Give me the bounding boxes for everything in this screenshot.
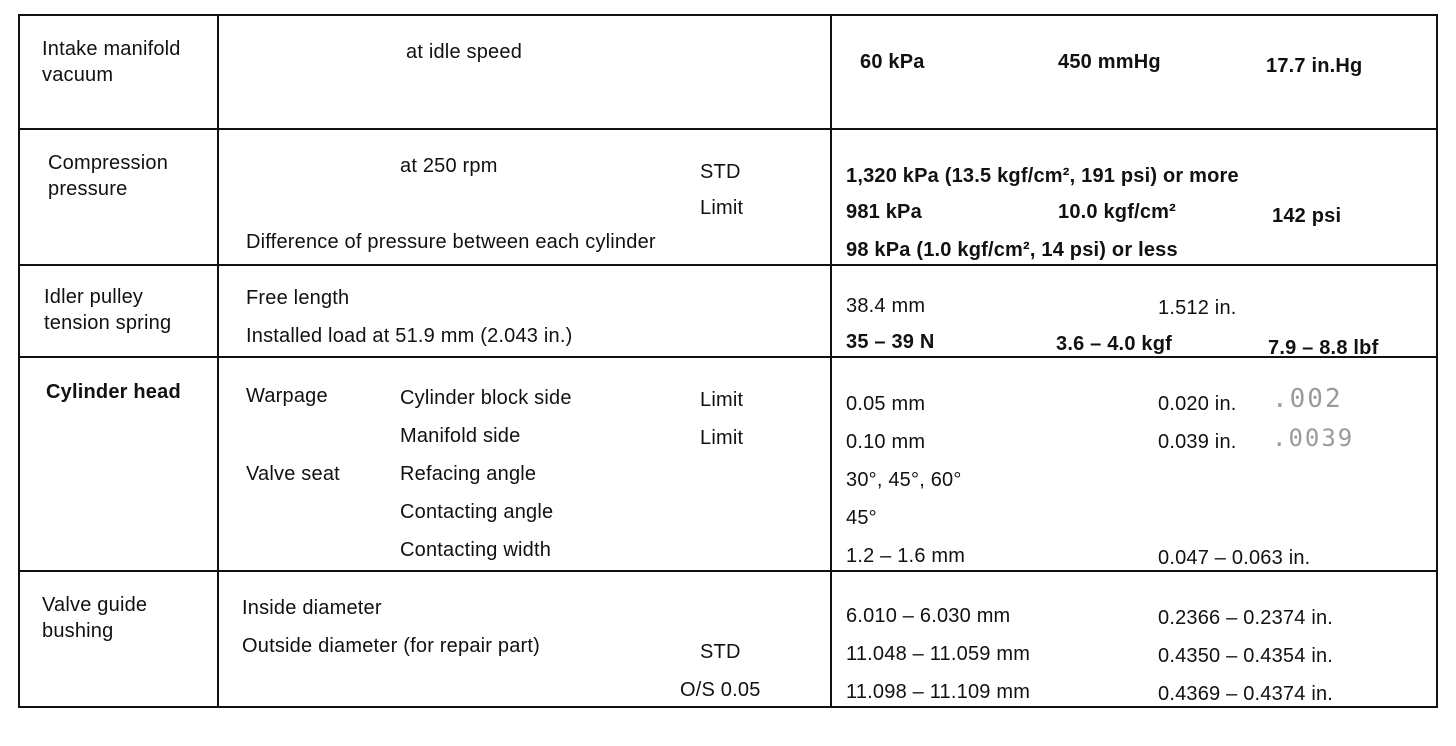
handwritten-note-manifold: .0039: [1272, 424, 1355, 452]
head-refacing-angle-value: 30°, 45°, 60°: [846, 469, 962, 491]
head-contacting-width-mm: 1.2 – 1.6 mm: [846, 545, 966, 567]
guide-oversize-label: O/S 0.05: [680, 679, 761, 701]
guide-std-in: 0.4350 – 0.4354 in.: [1158, 645, 1334, 667]
item-intake-manifold-vacuum: Intake manifold vacuum: [42, 38, 181, 86]
compression-limit-kpa: 981 kPa: [846, 201, 922, 223]
vacuum-kpa: 60 kPa: [860, 51, 925, 73]
compression-limit-label: Limit: [700, 197, 744, 219]
compression-std-label: STD: [700, 161, 741, 183]
head-manifold-in: 0.039 in.: [1158, 431, 1237, 453]
idler-load-lbf: 7.9 – 8.8 lbf: [1268, 337, 1379, 359]
head-block-limit-label: Limit: [700, 389, 744, 411]
column-divider: [217, 16, 219, 706]
handwritten-note-block: .002: [1272, 384, 1343, 414]
head-contacting-width-label: Contacting width: [400, 539, 552, 561]
guide-oversize-mm: 11.098 – 11.109 mm: [846, 681, 1031, 703]
item-compression-pressure: Compression pressure: [48, 152, 169, 200]
row-divider: [20, 264, 1436, 266]
item-valve-guide-bushing: Valve guide bushing: [42, 594, 148, 642]
row-divider: [20, 128, 1436, 130]
guide-inside-diameter-in: 0.2366 – 0.2374 in.: [1158, 607, 1334, 629]
head-manifold-limit-label: Limit: [700, 427, 744, 449]
guide-oversize-in: 0.4369 – 0.4374 in.: [1158, 683, 1334, 705]
head-valve-seat-label: Valve seat: [246, 463, 340, 485]
row-divider: [20, 356, 1436, 358]
compression-limit-psi: 142 psi: [1272, 205, 1342, 227]
head-refacing-angle-label: Refacing angle: [400, 463, 537, 485]
guide-outside-diameter-label: Outside diameter (for repair part): [242, 635, 541, 657]
vacuum-mmhg: 450 mmHg: [1058, 51, 1161, 73]
idler-free-length-in: 1.512 in.: [1158, 297, 1237, 319]
guide-inside-diameter-label: Inside diameter: [242, 597, 382, 619]
compression-difference-value: 98 kPa (1.0 kgf/cm², 14 psi) or less: [846, 239, 1178, 261]
row-divider: [20, 570, 1436, 572]
compression-std-value: 1,320 kPa (13.5 kgf/cm², 191 psi) or more: [846, 165, 1239, 187]
head-block-side-label: Cylinder block side: [400, 387, 572, 409]
head-warpage-label: Warpage: [246, 385, 328, 407]
head-contacting-angle-value: 45°: [846, 507, 877, 529]
idler-load-n: 35 – 39 N: [846, 331, 935, 353]
compression-limit-kgf: 10.0 kgf/cm²: [1058, 201, 1177, 223]
compression-condition: at 250 rpm: [400, 155, 498, 177]
head-block-in: 0.020 in.: [1158, 393, 1237, 415]
item-cylinder-head: Cylinder head: [46, 381, 181, 403]
column-divider: [830, 16, 832, 706]
head-block-mm: 0.05 mm: [846, 393, 926, 415]
compression-difference-label: Difference of pressure between each cylinder: [246, 231, 656, 253]
idler-load-kgf: 3.6 – 4.0 kgf: [1056, 333, 1172, 355]
vacuum-condition: at idle speed: [406, 41, 523, 63]
item-idler-pulley-tension-spring: Idler pulley tension spring: [44, 286, 172, 334]
guide-inside-diameter-mm: 6.010 – 6.030 mm: [846, 605, 1011, 627]
specifications-table: [18, 14, 1438, 708]
head-manifold-mm: 0.10 mm: [846, 431, 926, 453]
head-contacting-width-in: 0.047 – 0.063 in.: [1158, 547, 1311, 569]
vacuum-inhg: 17.7 in.Hg: [1266, 55, 1363, 77]
head-manifold-side-label: Manifold side: [400, 425, 521, 447]
head-contacting-angle-label: Contacting angle: [400, 501, 554, 523]
guide-std-mm: 11.048 – 11.059 mm: [846, 643, 1031, 665]
guide-std-label: STD: [700, 641, 741, 663]
idler-free-length-mm: 38.4 mm: [846, 295, 926, 317]
idler-free-length-label: Free length: [246, 287, 350, 309]
idler-installed-load-label: Installed load at 51.9 mm (2.043 in.): [246, 325, 573, 347]
